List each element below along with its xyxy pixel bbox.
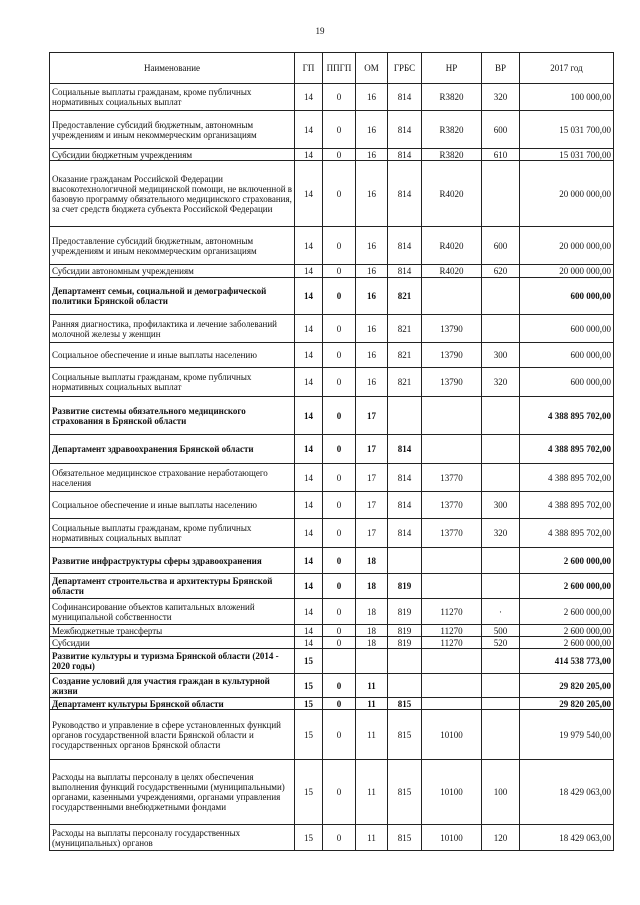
- cell-grbs: 814: [388, 84, 422, 111]
- cell-grbs: 814: [388, 149, 422, 161]
- header-gp: ГП: [295, 53, 323, 84]
- cell-grbs: 815: [388, 710, 422, 760]
- cell-ppgp: 0: [323, 574, 356, 599]
- cell-nr: 10100: [422, 710, 482, 760]
- cell-amount: 20 000 000,00: [520, 265, 614, 278]
- cell-name: Департамент культуры Брянской области: [50, 698, 295, 710]
- cell-amount: 29 820 205,00: [520, 674, 614, 698]
- cell-nr: R4020: [422, 227, 482, 265]
- cell-grbs: 814: [388, 492, 422, 519]
- table-row: [50, 343, 614, 368]
- cell-nr: [422, 574, 482, 599]
- cell-ppgp: 0: [323, 84, 356, 111]
- cell-amount: 600 000,00: [520, 368, 614, 397]
- cell-ppgp: [323, 649, 356, 674]
- cell-amount: 20 000 000,00: [520, 227, 614, 265]
- cell-ppgp: 0: [323, 278, 356, 315]
- cell-om: 16: [356, 84, 388, 111]
- cell-ppgp: 0: [323, 637, 356, 649]
- cell-ppgp: 0: [323, 625, 356, 637]
- cell-grbs: 819: [388, 637, 422, 649]
- cell-grbs: 814: [388, 161, 422, 227]
- cell-gp: 15: [295, 760, 323, 825]
- table-row: [50, 315, 614, 343]
- cell-ppgp: 0: [323, 548, 356, 574]
- cell-ppgp: 0: [323, 161, 356, 227]
- cell-grbs: 819: [388, 625, 422, 637]
- cell-om: 18: [356, 625, 388, 637]
- cell-vr: [482, 397, 520, 435]
- cell-gp: 15: [295, 698, 323, 710]
- cell-vr: [482, 548, 520, 574]
- cell-vr: 100: [482, 760, 520, 825]
- cell-grbs: 815: [388, 825, 422, 851]
- cell-vr: [482, 710, 520, 760]
- cell-amount: 600 000,00: [520, 343, 614, 368]
- header-nr: НР: [422, 53, 482, 84]
- cell-grbs: [388, 548, 422, 574]
- cell-gp: 14: [295, 149, 323, 161]
- cell-vr: 620: [482, 265, 520, 278]
- cell-nr: R4020: [422, 265, 482, 278]
- header-name: Наименование: [50, 53, 295, 84]
- cell-vr: 320: [482, 84, 520, 111]
- table-row: [50, 760, 614, 825]
- table-row: [50, 149, 614, 161]
- cell-vr: 300: [482, 492, 520, 519]
- cell-nr: 11270: [422, 599, 482, 625]
- cell-om: 11: [356, 825, 388, 851]
- cell-gp: 14: [295, 265, 323, 278]
- table-row: [50, 368, 614, 397]
- cell-om: 11: [356, 674, 388, 698]
- cell-vr: 500: [482, 625, 520, 637]
- cell-nr: 10100: [422, 825, 482, 851]
- cell-name: Расходы на выплаты персоналу в целях обеспечения выполнения функций государственными (муниципальными) органами, казенными учреждениями, органами управления государственными внебюджетными фондами: [50, 760, 295, 825]
- cell-grbs: 821: [388, 343, 422, 368]
- cell-gp: 14: [295, 492, 323, 519]
- page-number: 19: [315, 26, 325, 36]
- cell-gp: 14: [295, 574, 323, 599]
- cell-ppgp: 0: [323, 397, 356, 435]
- cell-name: Развитие системы обязательного медицинского страхования в Брянской области: [50, 397, 295, 435]
- table-row: [50, 265, 614, 278]
- cell-ppgp: 0: [323, 368, 356, 397]
- table-row: [50, 698, 614, 710]
- cell-nr: [422, 435, 482, 464]
- cell-vr: [482, 278, 520, 315]
- table-row: [50, 649, 614, 674]
- cell-nr: 13790: [422, 343, 482, 368]
- cell-nr: 10100: [422, 760, 482, 825]
- cell-om: 11: [356, 698, 388, 710]
- cell-om: 16: [356, 149, 388, 161]
- cell-vr: [482, 574, 520, 599]
- cell-name: Расходы на выплаты персоналу государственных (муниципальных) органов: [50, 825, 295, 851]
- cell-om: 16: [356, 343, 388, 368]
- cell-vr: 320: [482, 368, 520, 397]
- table-row: [50, 519, 614, 548]
- table-row: [50, 84, 614, 111]
- cell-ppgp: 0: [323, 265, 356, 278]
- cell-nr: [422, 278, 482, 315]
- cell-name: Субсидии бюджетным учреждениям: [50, 149, 295, 161]
- cell-grbs: 814: [388, 227, 422, 265]
- table-row: [50, 492, 614, 519]
- cell-name: Руководство и управление в сфере установленных функций органов государственной власти Брянской области и государственных органов Брянской области: [50, 710, 295, 760]
- cell-ppgp: 0: [323, 599, 356, 625]
- cell-gp: 14: [295, 368, 323, 397]
- cell-gp: 15: [295, 649, 323, 674]
- cell-nr: [422, 397, 482, 435]
- cell-name: Предоставление субсидий бюджетным, автономным учреждениям и иным некоммерческим организациям: [50, 111, 295, 149]
- cell-name: Обязательное медицинское страхование неработающего населения: [50, 464, 295, 492]
- cell-gp: 14: [295, 625, 323, 637]
- cell-gp: 14: [295, 464, 323, 492]
- cell-amount: 2 600 000,00: [520, 574, 614, 599]
- cell-grbs: 821: [388, 278, 422, 315]
- cell-amount: 4 388 895 702,00: [520, 519, 614, 548]
- cell-om: 17: [356, 435, 388, 464]
- cell-gp: 14: [295, 111, 323, 149]
- cell-name: Субсидии: [50, 637, 295, 649]
- cell-name: Социальное обеспечение и иные выплаты населению: [50, 343, 295, 368]
- cell-amount: 414 538 773,00: [520, 649, 614, 674]
- cell-name: Социальные выплаты гражданам, кроме публичных нормативных социальных выплат: [50, 519, 295, 548]
- cell-amount: 2 600 000,00: [520, 599, 614, 625]
- cell-nr: 13770: [422, 464, 482, 492]
- cell-vr: 600: [482, 227, 520, 265]
- cell-ppgp: 0: [323, 674, 356, 698]
- cell-ppgp: 0: [323, 492, 356, 519]
- cell-name: Создание условий для участия граждан в культурной жизни: [50, 674, 295, 698]
- cell-gp: 14: [295, 227, 323, 265]
- table-row: [50, 710, 614, 760]
- cell-nr: 11270: [422, 637, 482, 649]
- header-amount-2017: 2017 год: [520, 53, 614, 84]
- cell-gp: 14: [295, 315, 323, 343]
- cell-nr: [422, 674, 482, 698]
- cell-nr: 13790: [422, 368, 482, 397]
- table-row: [50, 625, 614, 637]
- cell-vr: 320: [482, 519, 520, 548]
- cell-grbs: [388, 649, 422, 674]
- cell-vr: [482, 698, 520, 710]
- table-row: [50, 637, 614, 649]
- cell-om: 16: [356, 161, 388, 227]
- cell-om: 11: [356, 760, 388, 825]
- cell-nr: R4020: [422, 161, 482, 227]
- cell-ppgp: 0: [323, 698, 356, 710]
- cell-name: Департамент строительства и архитектуры Брянской области: [50, 574, 295, 599]
- cell-om: 17: [356, 519, 388, 548]
- cell-amount: 18 429 063,00: [520, 825, 614, 851]
- cell-nr: [422, 649, 482, 674]
- cell-vr: 520: [482, 637, 520, 649]
- cell-om: 17: [356, 492, 388, 519]
- table-row: [50, 435, 614, 464]
- cell-amount: 4 388 895 702,00: [520, 464, 614, 492]
- cell-nr: 11270: [422, 625, 482, 637]
- cell-gp: 14: [295, 548, 323, 574]
- cell-gp: 14: [295, 84, 323, 111]
- cell-gp: 14: [295, 637, 323, 649]
- table-row: [50, 548, 614, 574]
- cell-ppgp: 0: [323, 343, 356, 368]
- cell-om: 18: [356, 574, 388, 599]
- cell-nr: 13770: [422, 492, 482, 519]
- cell-grbs: 819: [388, 599, 422, 625]
- table-body: [50, 84, 614, 851]
- cell-gp: 15: [295, 710, 323, 760]
- cell-amount: 15 031 700,00: [520, 149, 614, 161]
- cell-amount: 4 388 895 702,00: [520, 492, 614, 519]
- cell-om: 16: [356, 368, 388, 397]
- cell-ppgp: 0: [323, 315, 356, 343]
- cell-vr: 300: [482, 343, 520, 368]
- cell-om: 16: [356, 227, 388, 265]
- cell-amount: 2 600 000,00: [520, 637, 614, 649]
- cell-nr: 13770: [422, 519, 482, 548]
- cell-amount: 15 031 700,00: [520, 111, 614, 149]
- cell-ppgp: 0: [323, 710, 356, 760]
- table-row: [50, 464, 614, 492]
- cell-grbs: 814: [388, 265, 422, 278]
- cell-amount: 600 000,00: [520, 315, 614, 343]
- budget-table: [49, 52, 614, 851]
- cell-amount: 100 000,00: [520, 84, 614, 111]
- cell-gp: 14: [295, 435, 323, 464]
- table-row: [50, 227, 614, 265]
- cell-gp: 15: [295, 825, 323, 851]
- header-vr: ВР: [482, 53, 520, 84]
- cell-name: Социальные выплаты гражданам, кроме публичных нормативных социальных выплат: [50, 84, 295, 111]
- cell-ppgp: 0: [323, 519, 356, 548]
- cell-ppgp: 0: [323, 111, 356, 149]
- cell-grbs: 814: [388, 111, 422, 149]
- cell-name: Оказание гражданам Российской Федерации высокотехнологичной медицинской помощи, не включенной в базовую программу обязательного медицинского страхования, за счет средств бюджета субъекта Российской Федерации: [50, 161, 295, 227]
- cell-om: 16: [356, 265, 388, 278]
- cell-nr: 13790: [422, 315, 482, 343]
- cell-name: Ранняя диагностика, профилактика и лечение заболеваний молочной железы у женщин: [50, 315, 295, 343]
- cell-vr: ·: [482, 599, 520, 625]
- cell-vr: [482, 161, 520, 227]
- cell-nr: R3820: [422, 149, 482, 161]
- cell-grbs: 815: [388, 698, 422, 710]
- cell-ppgp: 0: [323, 760, 356, 825]
- cell-name: Межбюджетные трансферты: [50, 625, 295, 637]
- cell-name: Департамент семьи, социальной и демографической политики Брянской области: [50, 278, 295, 315]
- cell-name: Департамент здравоохранения Брянской области: [50, 435, 295, 464]
- cell-name: Развитие культуры и туризма Брянской области (2014 - 2020 годы): [50, 649, 295, 674]
- cell-amount: 2 600 000,00: [520, 625, 614, 637]
- table-row: [50, 574, 614, 599]
- cell-amount: 4 388 895 702,00: [520, 397, 614, 435]
- cell-grbs: 819: [388, 574, 422, 599]
- table-row: [50, 825, 614, 851]
- cell-gp: 14: [295, 599, 323, 625]
- cell-ppgp: 0: [323, 435, 356, 464]
- cell-amount: 18 429 063,00: [520, 760, 614, 825]
- cell-grbs: [388, 674, 422, 698]
- cell-grbs: 821: [388, 368, 422, 397]
- cell-grbs: 821: [388, 315, 422, 343]
- cell-nr: [422, 548, 482, 574]
- table-row: [50, 111, 614, 149]
- cell-grbs: [388, 397, 422, 435]
- cell-om: 16: [356, 315, 388, 343]
- cell-grbs: 814: [388, 464, 422, 492]
- cell-om: 17: [356, 464, 388, 492]
- cell-gp: 14: [295, 278, 323, 315]
- table-row: [50, 161, 614, 227]
- header-ppgp: ППГП: [323, 53, 356, 84]
- cell-amount: 20 000 000,00: [520, 161, 614, 227]
- cell-grbs: 814: [388, 435, 422, 464]
- table-row: [50, 599, 614, 625]
- cell-name: Предоставление субсидий бюджетным, автономным учреждениям и иным некоммерческим организациям: [50, 227, 295, 265]
- cell-gp: 15: [295, 674, 323, 698]
- cell-vr: [482, 464, 520, 492]
- cell-om: 16: [356, 278, 388, 315]
- cell-amount: 600 000,00: [520, 278, 614, 315]
- cell-nr: [422, 698, 482, 710]
- cell-vr: 610: [482, 149, 520, 161]
- cell-name: Софинансирование объектов капитальных вложений муниципальной собственности: [50, 599, 295, 625]
- header-om: ОМ: [356, 53, 388, 84]
- cell-om: 11: [356, 710, 388, 760]
- table-row: [50, 278, 614, 315]
- cell-vr: 120: [482, 825, 520, 851]
- cell-vr: 600: [482, 111, 520, 149]
- cell-nr: R3820: [422, 84, 482, 111]
- cell-name: Субсидии автономным учреждениям: [50, 265, 295, 278]
- cell-gp: 14: [295, 397, 323, 435]
- cell-vr: [482, 674, 520, 698]
- cell-om: 18: [356, 599, 388, 625]
- cell-vr: [482, 649, 520, 674]
- cell-amount: 29 820 205,00: [520, 698, 614, 710]
- cell-gp: 14: [295, 343, 323, 368]
- cell-nr: R3820: [422, 111, 482, 149]
- header-grbs: ГРБС: [388, 53, 422, 84]
- cell-amount: 2 600 000,00: [520, 548, 614, 574]
- cell-vr: [482, 435, 520, 464]
- cell-om: 17: [356, 397, 388, 435]
- table-row: [50, 397, 614, 435]
- cell-name: Социальное обеспечение и иные выплаты населению: [50, 492, 295, 519]
- cell-ppgp: 0: [323, 464, 356, 492]
- cell-gp: 14: [295, 519, 323, 548]
- cell-ppgp: 0: [323, 825, 356, 851]
- cell-amount: 4 388 895 702,00: [520, 435, 614, 464]
- cell-ppgp: 0: [323, 227, 356, 265]
- cell-om: 18: [356, 637, 388, 649]
- table-row: [50, 674, 614, 698]
- cell-om: 16: [356, 111, 388, 149]
- cell-grbs: 815: [388, 760, 422, 825]
- table-header-row: [50, 53, 614, 84]
- cell-name: Развитие инфраструктуры сферы здравоохранения: [50, 548, 295, 574]
- cell-name: Социальные выплаты гражданам, кроме публичных нормативных социальных выплат: [50, 368, 295, 397]
- cell-om: [356, 649, 388, 674]
- cell-om: 18: [356, 548, 388, 574]
- cell-ppgp: 0: [323, 149, 356, 161]
- cell-vr: [482, 315, 520, 343]
- cell-grbs: 814: [388, 519, 422, 548]
- cell-gp: 14: [295, 161, 323, 227]
- cell-amount: 19 979 540,00: [520, 710, 614, 760]
